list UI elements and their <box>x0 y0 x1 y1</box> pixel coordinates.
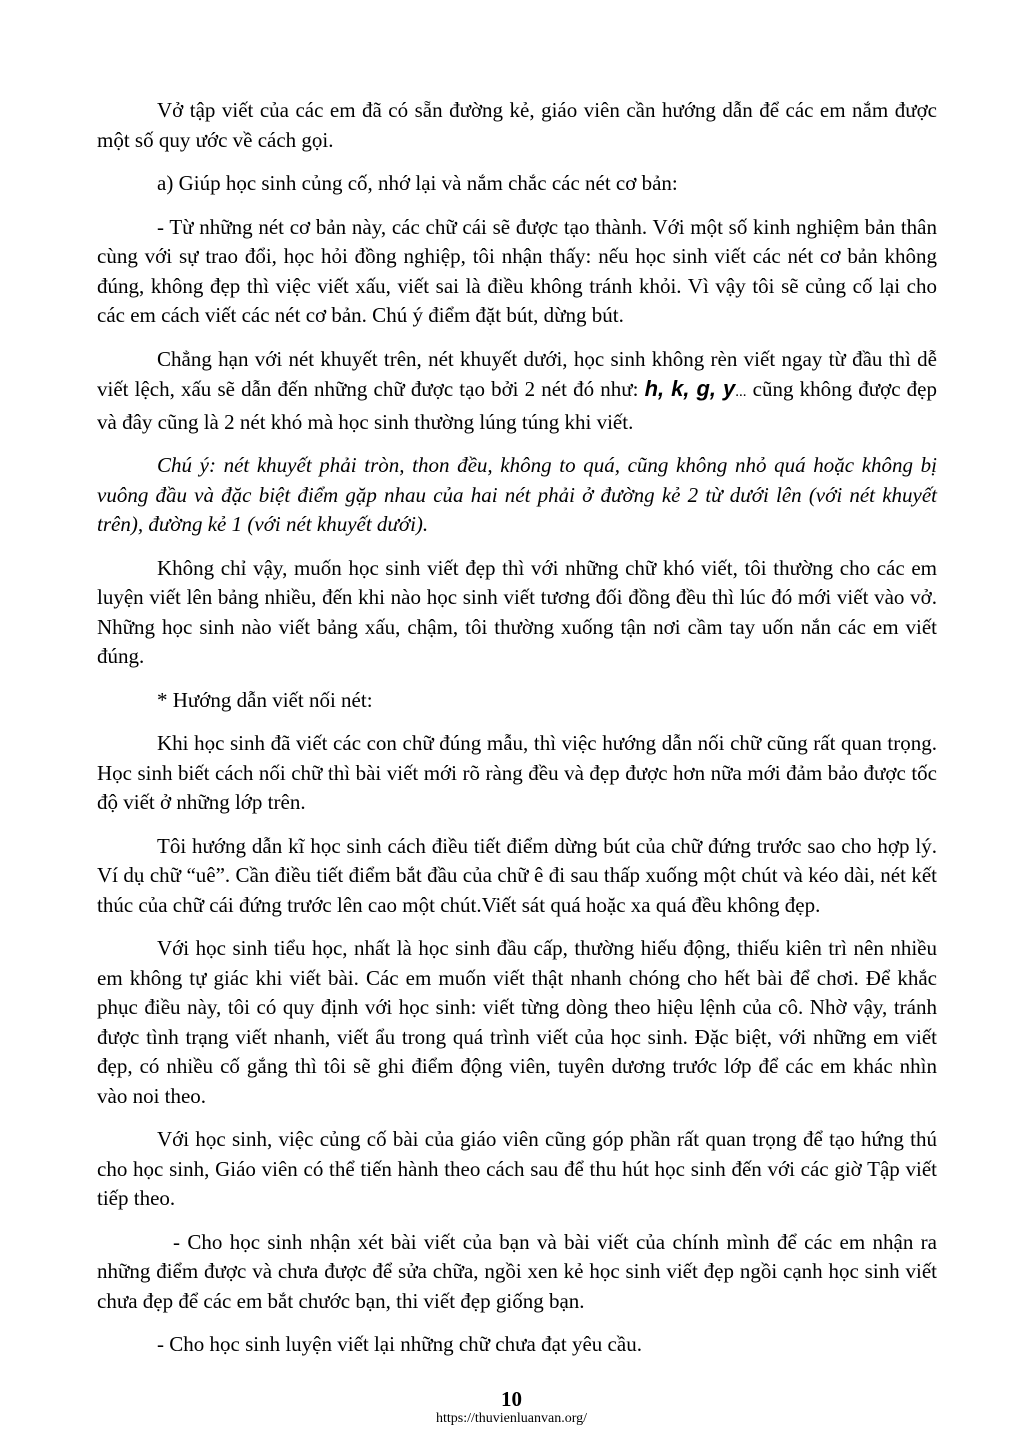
paragraph-heading-a: a) Giúp học sinh củng cố, nhớ lại và nắm chắc các nét cơ bản: <box>157 171 678 195</box>
paragraph-heading-joining: * Hướng dẫn viết nối nét: <box>157 687 373 712</box>
sample-letters: h, k, g, y <box>644 376 736 401</box>
paragraph-board-practice: Không chỉ vậy, muốn học sinh viết đẹp thì với những chữ khó viết, tôi thường cho các em luyện viết lên bảng nhiều, đến khi nào học sinh viết tương đối đồng đều thì lúc đó mới viết vào vở. Những học sinh nào viết bảng xấu, chậm, tôi thường xuống tận nơi cầm tay uốn nắn các em viết đúng. <box>97 555 937 668</box>
footer-url: https://thuvienluanvan.org/ <box>435 1411 587 1426</box>
paragraph-consolidation: Với học sinh, việc củng cố bài của giáo viên cũng góp phần rất quan trọng để tạo hứng thú cho học sinh, Giáo viên có thể tiến hành theo cách sau để thu hút học sinh đến với các giờ Tập viết tiếp theo. <box>97 1127 937 1210</box>
sample-ellipsis: ... <box>735 384 747 400</box>
paragraph-loop-strokes <box>97 345 937 438</box>
paragraph-intro: Vở tập viết của các em đã có sẵn đường kẻ, giáo viên cần hướng dẫn để các em nắm được một số quy ước về cách gọi. <box>97 98 937 152</box>
paragraph-joining: Khi học sinh đã viết các con chữ đúng mẫu, thì việc hướng dẫn nối chữ cũng rất quan trọng. Học sinh biết cách nối chữ thì bài viết mới rõ ràng đều và đẹp được hơn nữa mới đảm bảo được tốc độ viết ở những lớp trên. <box>97 731 937 814</box>
document-body <box>97 96 937 1374</box>
paragraph-primary-students: Với học sinh tiểu học, nhất là học sinh đầu cấp, thường hiếu động, thiếu kiên trì nên nhiều em không tự giác khi viết bài. Các em muốn viết thật nhanh chóng cho hết bài để chơi. Để khắc phục điều này, tôi có quy định với học sinh: viết từng dòng theo hiệu lệnh của cô. Nhờ vậy, tránh được tình trạng viết nhanh, viết ẩu trong quá trình viết của học sinh. Đặc biệt, với những em viết đẹp, có nhiều cố gắng thì tôi sẽ ghi điểm động viên, tuyên dương trước lớp để các em khác nhìn vào noi theo. <box>97 936 937 1108</box>
paragraph-basic-strokes: - Từ những nét cơ bản này, các chữ cái sẽ được tạo thành. Với một số kinh nghiệm bản thân cùng với sự trao đổi, học hỏi đồng nghiệp, tôi nhận thấy: nếu học sinh viết các nét cơ bản không đúng, không đẹp thì việc viết xấu, viết sai là điều không tránh khỏi. Vì vậy tôi sẽ củng cố lại cho các em cách viết các nét cơ bản. Chú ý điểm đặt bút, dừng bút. <box>97 214 937 327</box>
page-number: 10 <box>501 1387 522 1411</box>
note-paragraph: Chú ý: nét khuyết phải tròn, thon đều, không to quá, cũng không nhỏ quá hoặc không bị vuông đầu và đặc biệt điểm gặp nhau của hai nét phải ở đường kẻ 2 từ dưới lên (với nét khuyết trên), đường kẻ 1 (với nét khuyết dưới). <box>97 453 937 536</box>
paragraph-peer-review: - Cho học sinh nhận xét bài viết của bạn và bài viết của chính mình để các em nhận ra những điểm được và chưa được để sửa chữa, ngồi xen kẻ học sinh viết đẹp ngồi cạnh học sinh viết chưa đẹp để các em bắt chước bạn, thi viết đẹp giống bạn. <box>97 1229 937 1313</box>
paragraph-practice-again: - Cho học sinh luyện viết lại những chữ chưa đạt yêu cầu. <box>157 1332 642 1356</box>
paragraph-loop-strokes-rest: cũng không được đẹp và đây cũng là 2 nét khó mà học sinh thường lúng túng khi viết. <box>97 377 938 434</box>
paragraph-loop-strokes-text: Chẳng hạn với nét khuyết trên, nét khuyết dưới, học sinh không rèn viết ngay từ đầu thì dễ viết lệch, xấu sẽ dẫn đến những chữ được tạo bởi 2 nét đó như: <box>97 346 937 401</box>
paragraph-stroke-adjust: Tôi hướng dẫn kĩ học sinh cách điều tiết điểm dừng bút của chữ đứng trước sao cho hợp lý. Ví dụ chữ “uê”. Cần điều tiết điểm bắt đầu của chữ ê đi sau thấp xuống một chút và kéo dài, nét kết thúc của chữ cái đứng trước lên cao một chút.Viết sát quá hoặc xa quá đều không đẹp. <box>97 833 937 917</box>
